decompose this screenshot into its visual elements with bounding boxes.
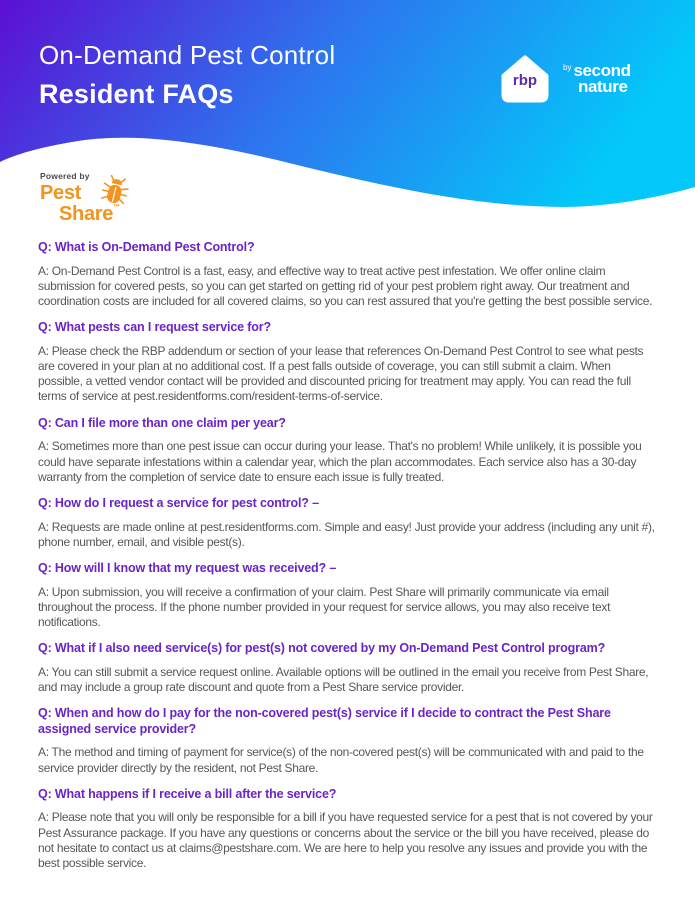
faq-question: Q: How will I know that my request was received? –	[38, 560, 337, 575]
pest-share-line2: Share™	[59, 203, 120, 225]
faq-question: Q: How do I request a service for pest control? –	[38, 495, 319, 510]
second-nature-wordmark	[563, 62, 631, 96]
faq-answer: A: On-Demand Pest Control is a fast, easy, and effective way to treat active pest infestation. We offer online claim submission for covered pests, so you can get started on getting rid of your pest problem right away. Our treatment and coordination costs are included for all covered claims, so you can rest assured that you're getting the best possible service.	[38, 263, 653, 309]
svg-text:rbp: rbp	[512, 72, 538, 89]
faq-list	[0, 230, 695, 871]
rbp-logo-icon	[496, 50, 554, 108]
powered-by-label: Powered by	[40, 171, 90, 181]
faq-question: Q: What is On-Demand Pest Control?	[38, 240, 255, 254]
rbp-house-icon	[496, 50, 554, 108]
faq-answer: A: You can still submit a service request online. Available options will be outlined in the email you receive from Pest Share, and may include a group rate discount and quote from a Pest Share service provider.	[38, 664, 649, 694]
header-banner	[0, 0, 695, 230]
second-nature-line2: nature	[578, 77, 628, 96]
second-nature-line1: second	[573, 61, 631, 81]
page-title-line1: On-Demand Pest Control	[39, 40, 336, 70]
faq-question: Q: What happens if I receive a bill after the service?	[38, 786, 337, 801]
rbp-second-nature-logo	[496, 50, 631, 108]
faq-answer: A: Requests are made online at pest.residentforms.com. Simple and easy! Just provide your address (including any unit #), phone number, email, and visible pest(s).	[38, 519, 655, 549]
faq-answer: A: Upon submission, you will receive a confirmation of your claim. Pest Share will primarily communicate via email throughout the process. If the phone number provided in your request for service allows, you may also receive text notifications.	[38, 584, 611, 629]
trademark-symbol: ™	[113, 204, 120, 211]
faq-answer: A: Sometimes more than one pest issue can occur during your lease. That's no problem! While unlikely, it is possible you could have separate infestations within a calendar year, which the plan accommodates. Each service also has a 30-day warranty from the completion of service date to ensure each issue is fully treated.	[38, 439, 642, 484]
by-label: by	[563, 63, 572, 73]
bug-icon	[98, 174, 132, 208]
faq-answer: A: The method and timing of payment for service(s) of the non-covered pest(s) will be communicated with and paid to the service provider directly by the resident, not Pest Share.	[38, 745, 644, 775]
faq-answer: A: Please note that you will only be responsible for a bill if you have requested service for a pest that is not covered by your Pest Assurance package. If you have any questions or concerns about the service or the bill you have received, please do not hesitate to contact us at claims@pestshare.com. We are here to help you resolve any issues and provide you with the best possible service.	[38, 810, 653, 871]
faq-question: Q: What if I also need service(s) for pest(s) not covered by my On-Demand Pest Control program?	[38, 641, 606, 656]
page-title-line2: Resident FAQs	[39, 79, 234, 109]
pest-share-logo	[40, 171, 150, 225]
pest-share-line1: Pest	[40, 182, 82, 204]
faq-question: Q: Can I file more than one claim per year?	[38, 415, 286, 430]
faq-question: Q: What pests can I request service for?	[38, 320, 271, 335]
page-title	[39, 40, 335, 110]
faq-answer: A: Please check the RBP addendum or section of your lease that references On-Demand Pest Control to see what pests are covered in your plan at no additional cost. If a pest falls outside of coverage, you can still submit a claim. When possible, a vetted vendor contact will be provided and discounted pricing for treatment may apply. You can read the full terms of service at pest.residentforms.com/resident-terms-of-service.	[38, 343, 644, 404]
faq-question: Q: When and how do I pay for the non-covered pest(s) service if I decide to contract the Pest Share assigned service provider?	[38, 706, 611, 736]
